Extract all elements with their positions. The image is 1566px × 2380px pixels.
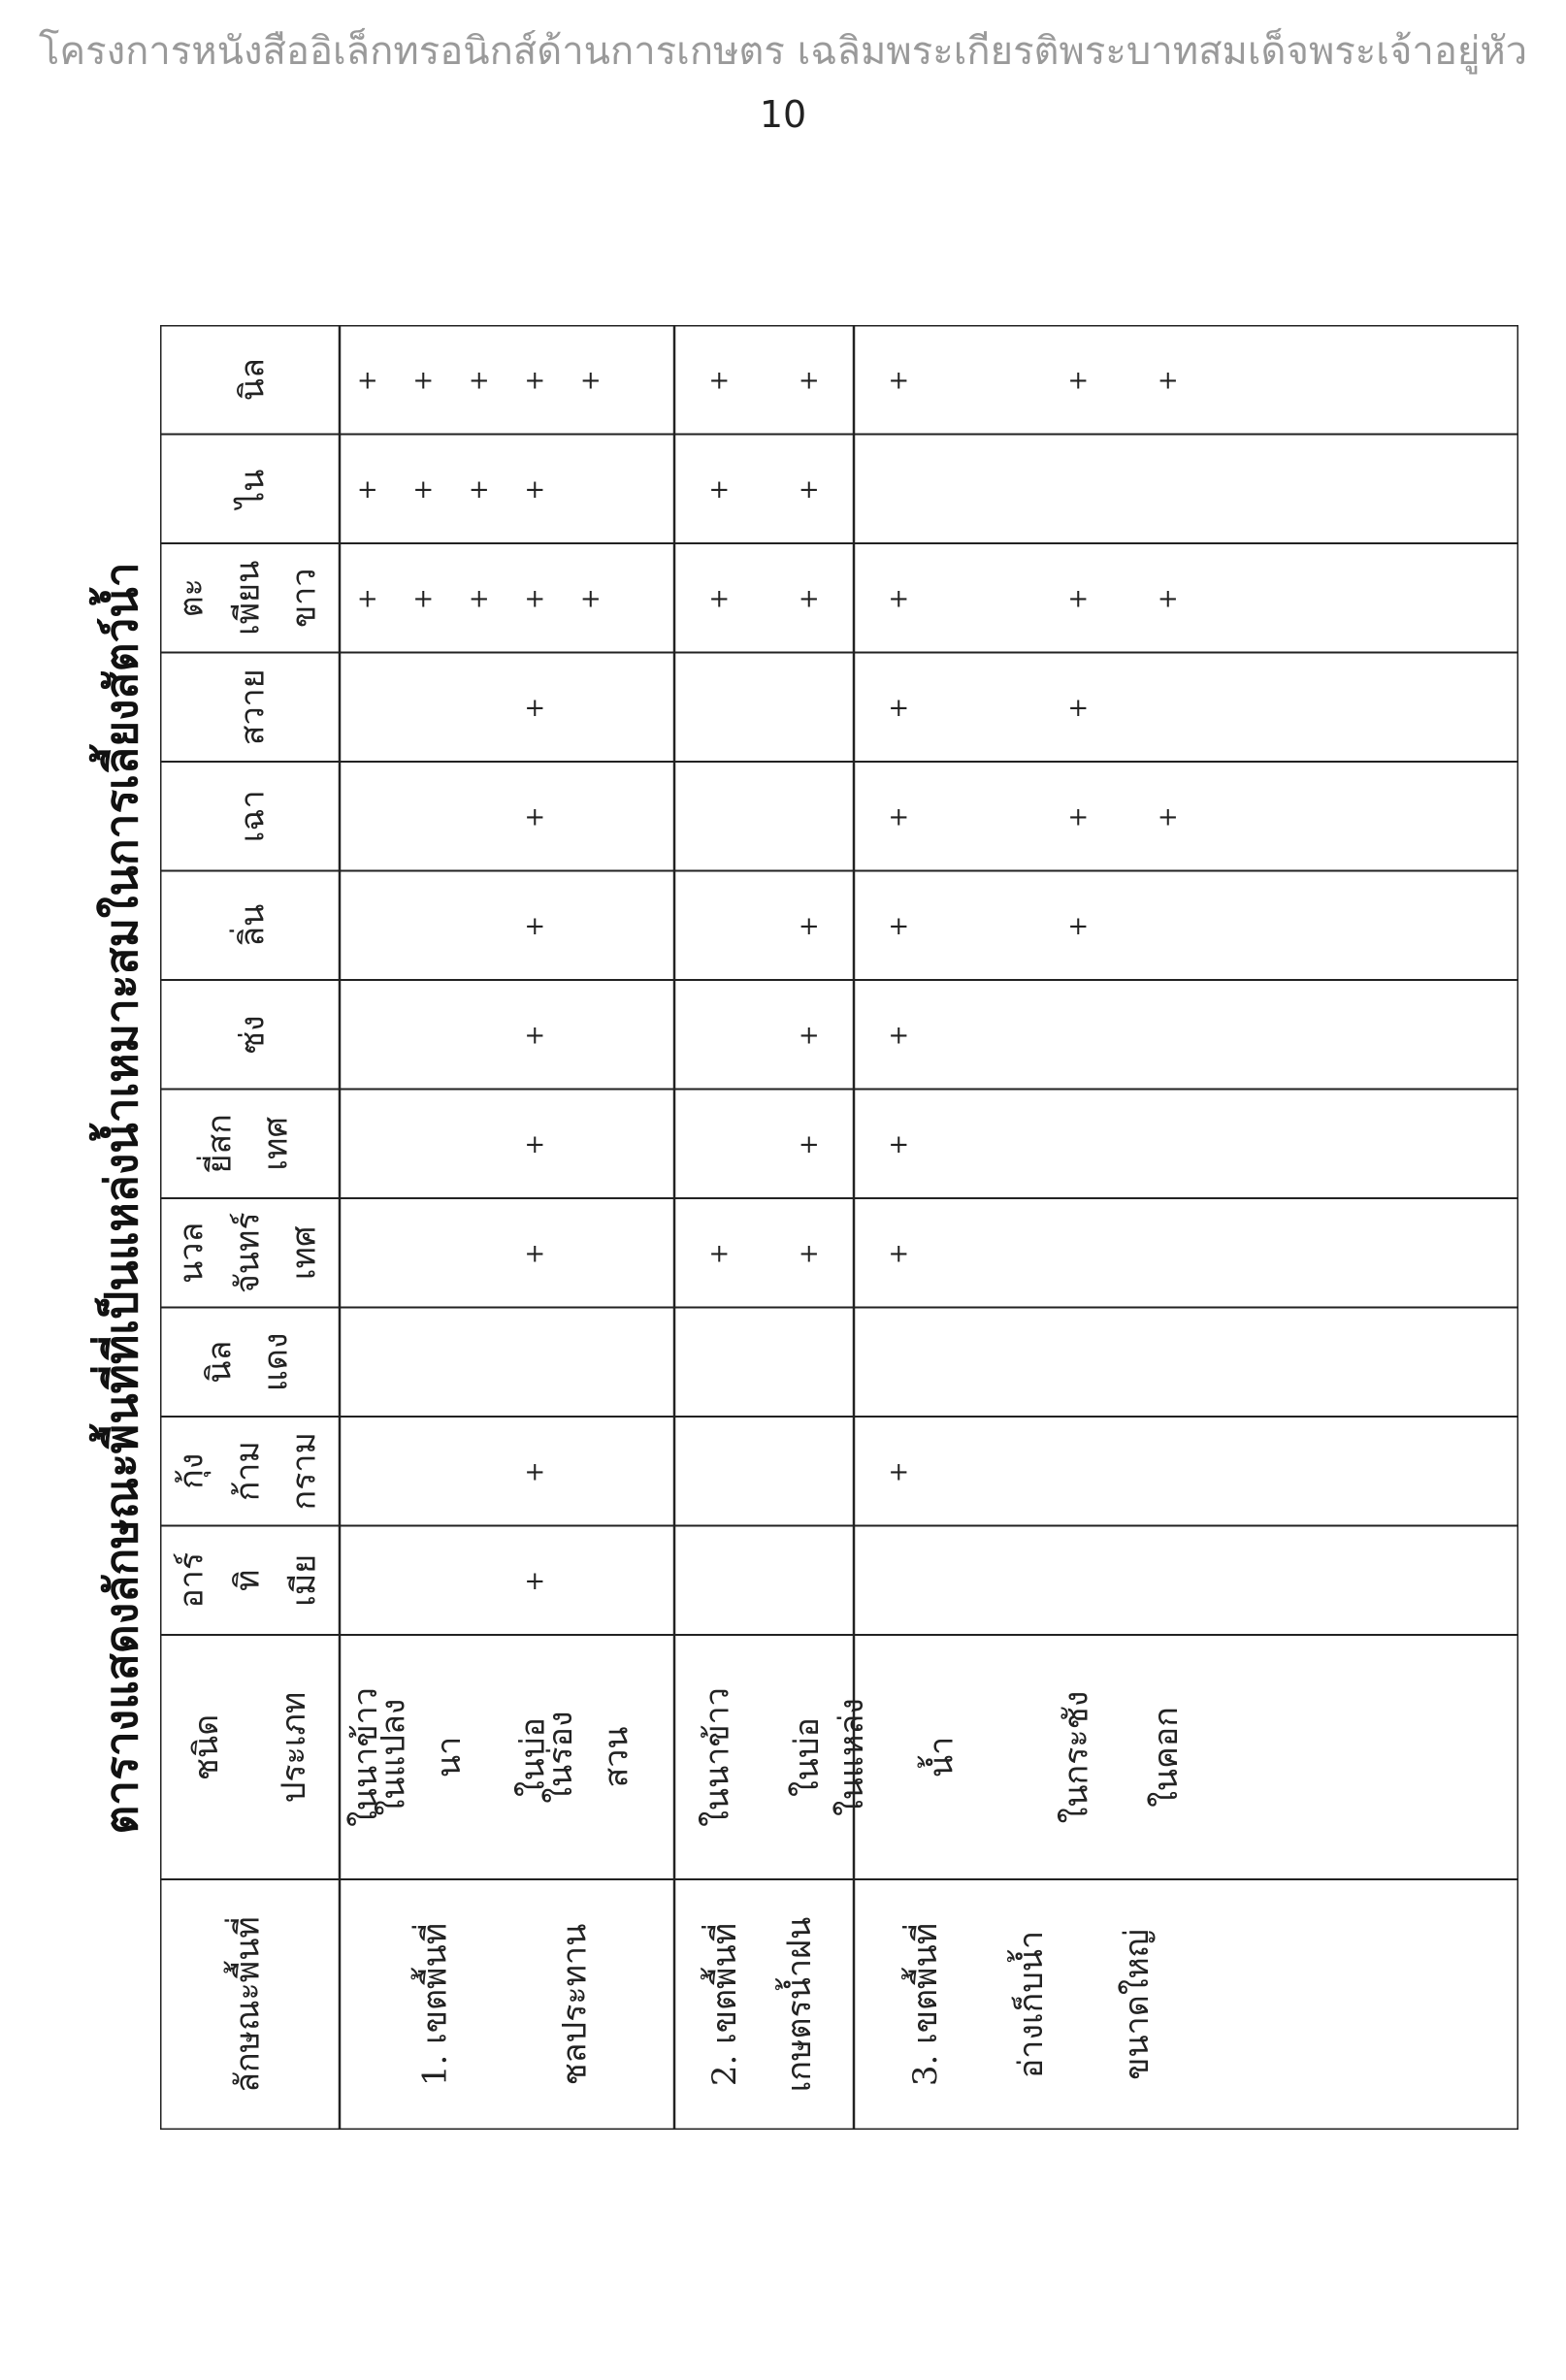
area-label: ขนาดใหญ่ — [1117, 1929, 1157, 2080]
type-label: ในบ่อ — [513, 1717, 553, 1797]
plus-mark: + — [1067, 584, 1090, 614]
species-header: นิล — [233, 358, 273, 402]
plus-mark: + — [798, 911, 820, 941]
plus-mark: + — [1067, 911, 1090, 941]
type-label: ในแปลง — [374, 1698, 413, 1816]
plus-mark: + — [888, 802, 910, 832]
suitability-table — [160, 325, 1518, 2130]
species-header: เมีย — [284, 1553, 324, 1607]
species-header: เฉา — [233, 790, 273, 843]
species-header: ยี่สก — [200, 1114, 240, 1174]
plus-mark: + — [888, 693, 910, 723]
species-header: สวาย — [233, 668, 273, 746]
type-label: สวน — [597, 1726, 636, 1788]
species-header: ไน — [233, 469, 273, 508]
area-label: 2. เขตพื้นที่ — [704, 1922, 744, 2087]
plus-mark: + — [708, 584, 731, 614]
type-column-header: ชนิด — [187, 1713, 226, 1781]
plus-mark: + — [524, 584, 546, 614]
plus-mark: + — [1157, 584, 1179, 614]
plus-mark: + — [524, 474, 546, 505]
type-column-header: ประเภท — [275, 1691, 313, 1804]
species-header: เพียน — [228, 560, 268, 636]
plus-mark: + — [1157, 802, 1179, 832]
plus-mark: + — [579, 366, 602, 396]
area-label: ชลประทาน — [555, 1923, 595, 2086]
species-header: ทิ — [228, 1569, 268, 1591]
species-header: กราม — [284, 1432, 324, 1511]
plus-mark: + — [888, 1239, 910, 1269]
plus-mark: + — [524, 802, 546, 832]
type-label: ในร่อง — [541, 1711, 580, 1804]
plus-mark: + — [1067, 693, 1090, 723]
plus-mark: + — [708, 1239, 731, 1269]
plus-mark: + — [888, 911, 910, 941]
type-label: ในนาข้าว — [345, 1687, 385, 1827]
plus-mark: + — [579, 584, 602, 614]
plus-mark: + — [1067, 802, 1090, 832]
type-label: ในคอก — [1146, 1707, 1186, 1808]
area-label: 1. เขตพื้นที่ — [415, 1922, 455, 2087]
plus-mark: + — [888, 1129, 910, 1159]
plus-mark: + — [524, 366, 546, 396]
area-column-header: ลักษณะพื้นที่ — [228, 1916, 268, 2093]
type-label: ในแหล่ง — [832, 1698, 871, 1816]
plus-mark: + — [798, 474, 820, 505]
species-header: ลิ่น — [233, 903, 273, 947]
plus-mark: + — [524, 1021, 546, 1051]
plus-mark: + — [412, 584, 435, 614]
plus-mark: + — [1157, 366, 1179, 396]
type-label: น้ำ — [922, 1736, 962, 1778]
project-header: โครงการหนังสืออิเล็กทรอนิกส์ด้านการเกษตร เฉลิมพระเกียรติพระบาทสมเด็จพระเจ้าอยู่หัว — [38, 29, 1528, 74]
species-header: นิล — [200, 1340, 240, 1384]
species-header: จันทร์ — [228, 1212, 268, 1294]
area-label: อ่างเก็บน้ำ — [1012, 1930, 1051, 2079]
type-label: ในกระชัง — [1057, 1690, 1096, 1824]
plus-mark: + — [524, 1457, 546, 1487]
plus-mark: + — [468, 474, 490, 505]
plus-mark: + — [888, 366, 910, 396]
page-number: 10 — [759, 93, 807, 136]
species-header: ตะ — [172, 578, 212, 618]
plus-mark: + — [708, 366, 731, 396]
plus-mark: + — [888, 1457, 910, 1487]
plus-mark: + — [356, 584, 378, 614]
species-header: ขาว — [284, 568, 324, 628]
species-header: อาร์ — [172, 1551, 212, 1609]
plus-mark: + — [524, 911, 546, 941]
plus-mark: + — [524, 1239, 546, 1269]
plus-mark: + — [468, 366, 490, 396]
plus-mark: + — [798, 1129, 820, 1159]
plus-mark: + — [708, 474, 731, 505]
area-label: เกษตรน้ำฝน — [780, 1916, 820, 2093]
species-header: ซ่ง — [233, 1015, 273, 1055]
plus-mark: + — [356, 366, 378, 396]
area-label: 3. เขตพื้นที่ — [906, 1922, 946, 2087]
species-header: กุ้ง — [172, 1452, 212, 1489]
type-label: ในบ่อ — [787, 1717, 827, 1797]
plus-mark: + — [412, 366, 435, 396]
plus-mark: + — [524, 693, 546, 723]
plus-mark: + — [524, 1566, 546, 1596]
species-header: เทศ — [284, 1225, 324, 1281]
plus-mark: + — [888, 584, 910, 614]
plus-mark: + — [798, 1239, 820, 1269]
plus-mark: + — [356, 474, 378, 505]
plus-mark: + — [798, 584, 820, 614]
type-label: นา — [430, 1736, 469, 1778]
type-label: ในนาข้าว — [698, 1687, 737, 1827]
plus-mark: + — [798, 366, 820, 396]
plus-mark: + — [468, 584, 490, 614]
plus-mark: + — [524, 1129, 546, 1159]
species-header: เทศ — [256, 1116, 296, 1171]
plus-mark: + — [412, 474, 435, 505]
plus-mark: + — [798, 1021, 820, 1051]
plus-mark: + — [888, 1021, 910, 1051]
plus-mark: + — [1067, 366, 1090, 396]
species-header: ก้าม — [228, 1441, 268, 1502]
species-header: แดง — [256, 1332, 296, 1392]
table-title: ตารางแสดงลักษณะพื้นที่ที่เป็นแหล่งน้ำเหมาะสมในการเลี้ยงสัตว์น้ำ — [95, 562, 147, 1835]
species-header: นวล — [172, 1222, 212, 1284]
